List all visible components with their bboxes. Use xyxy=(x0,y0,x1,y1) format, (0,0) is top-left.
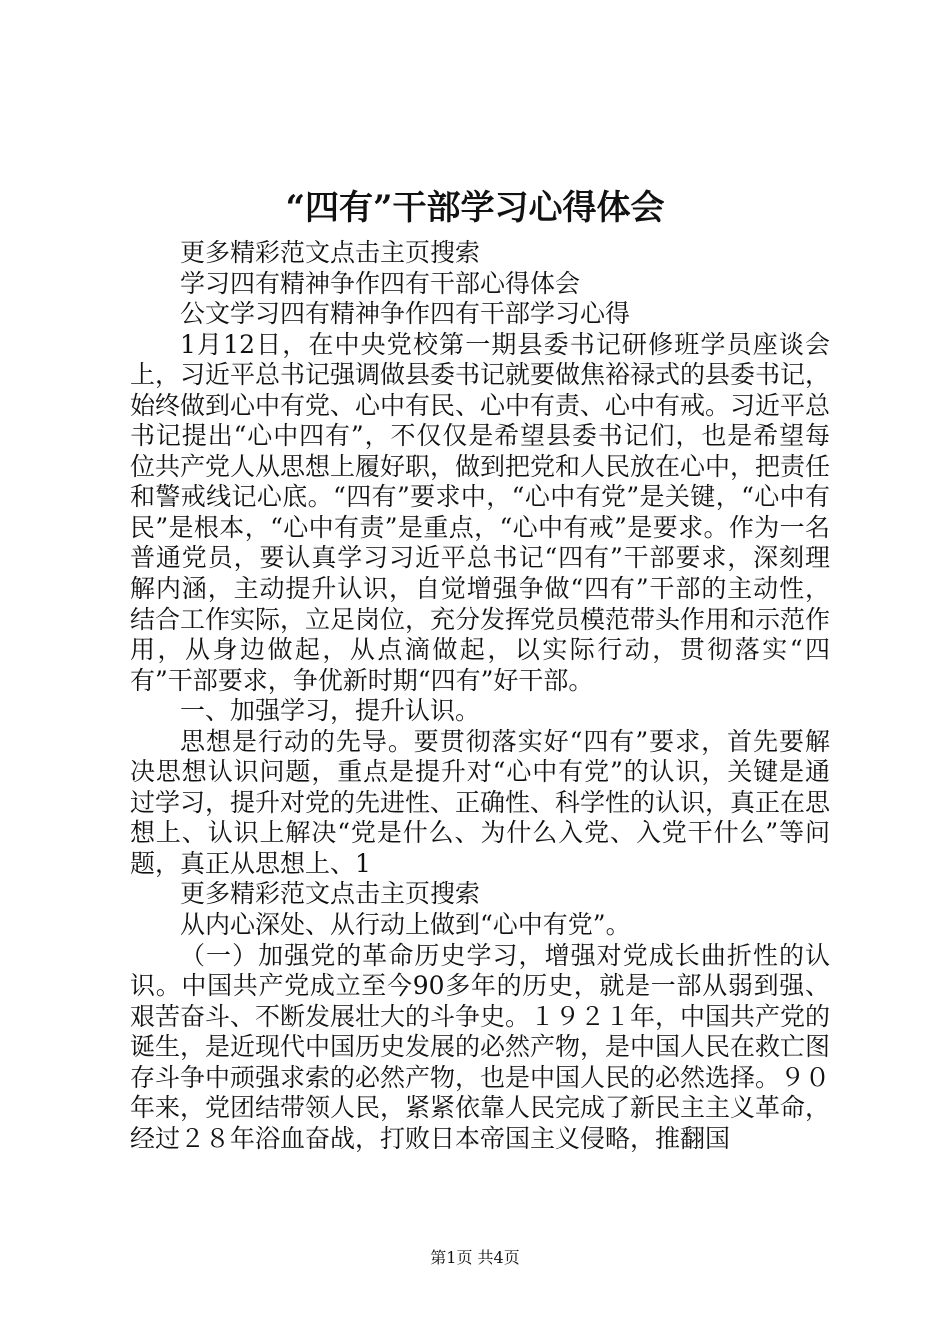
page-number-footer: 第1页 共4页 xyxy=(430,1248,520,1267)
paragraph-subsection-1: （一）加强党的革命历史学习，增强对党成长曲折性的认识。中国共产党成立至今90多年的历史，就是一部从弱到强、艰苦奋斗、不断发展壮大的斗争史。１９２１年，中国共产党的诞生，是近现代中国历史发展的必然产物，是中国人民在救亡图存斗争中顽强求索的必然产物，也是中国人民的必然选择。９０年来，党团结带领人民，紧紧依靠人民完成了新民主主义革命，经过２８年浴血奋战，打败日本帝国主义侵略，推翻国 xyxy=(130,940,831,1153)
paragraph-intro: 1月12日，在中央党校第一期县委书记研修班学员座谈会上，习近平总书记强调做县委书记就要做焦裕禄式的县委书记，始终做到心中有党、心中有民、心中有责、心中有戒。习近平总书记提出“心中四有”，不仅仅是希望县委书记们，也是希望每位共产党人从思想上履好职，做到把党和人民放在心中，把责任和警戒线记心底。“四有”要求中，“心中有党”是关键，“心中有民”是根本，“心中有责”是重点，“心中有戒”是要求。作为一名普通党员，要认真学习习近平总书记“四有”干部要求，深刻理解内涵，主动提升认识，自觉增强争做“四有”干部的主动性，结合工作实际，立足岗位，充分发挥党员模范带头作用和示范作用，从身边做起，从点滴做起，以实际行动，贯彻落实“四有”干部要求，争优新时期“四有”好干部。 xyxy=(130,329,831,695)
paragraph-more-link-1: 更多精彩范文点击主页搜索 xyxy=(180,238,481,267)
paragraph-subtitle-1: 学习四有精神争作四有干部心得体会 xyxy=(180,268,581,298)
document-body xyxy=(130,238,830,1154)
paragraph-more-link-2: 更多精彩范文点击主页搜索 xyxy=(180,879,481,909)
document-title: “四有”干部学习心得体会 xyxy=(285,188,665,228)
paragraph-continuation: 从内心深处、从行动上做到“心中有党”。 xyxy=(180,910,631,940)
paragraph-subtitle-2: 公文学习四有精神争作四有干部学习心得 xyxy=(180,299,631,329)
paragraph-section-1: 思想是行动的先导。要贯彻落实好“四有”要求，首先要解决思想认识问题，重点是提升对“心中有党”的认识，关键是通过学习，提升对党的先进性、正确性、科学性的认识，真正在思想上、认识上解决“党是什么、为什么入党、入党干什么”等问题，真正从思想上、1 xyxy=(130,726,831,878)
section-heading-1: 一、加强学习，提升认识。 xyxy=(180,696,481,726)
